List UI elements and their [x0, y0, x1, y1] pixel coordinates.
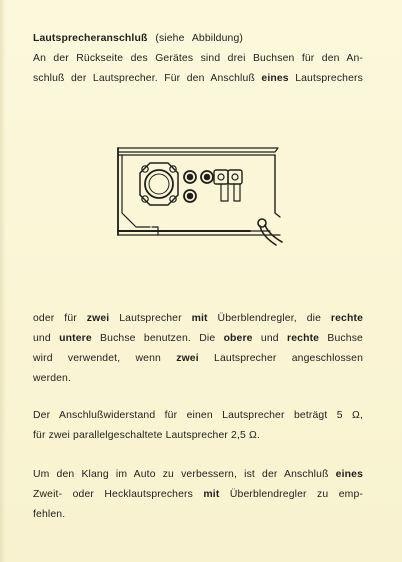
p2-emphasis: obere: [223, 333, 253, 344]
p2-emphasis: rechte: [287, 333, 320, 344]
p2-text: und: [252, 333, 288, 344]
p4-text: Zweit- oder Hecklautsprechers: [33, 489, 204, 500]
p2-emphasis: untere: [59, 333, 92, 344]
p4-text: Um den Klang im Auto zu verbessern, ist der Anschluß: [33, 469, 336, 480]
p2-text: und: [33, 333, 60, 344]
p4-text: Überblendregler zu emp-: [219, 489, 364, 500]
intro-heading-line: [33, 29, 363, 49]
p2-line-4: werden.: [33, 373, 72, 384]
p2-emphasis: rechte: [330, 313, 364, 324]
p4-line-1: [33, 465, 363, 485]
p2-line-2: [33, 329, 363, 349]
intro-text: Lautsprechers: [288, 73, 363, 84]
p2-text: wird verwendet, wenn: [33, 353, 177, 364]
p2-text: Buchse benutzen. Die: [91, 333, 224, 344]
section-note: (siehe Abbildung): [155, 33, 243, 44]
p4-line-3: fehlen.: [33, 509, 66, 520]
p3-line-2: für zwei parallelgeschaltete Lautsprecher 2,5 Ω.: [33, 430, 260, 441]
p4-emphasis: eines: [335, 469, 363, 480]
p4-emphasis: mit: [203, 489, 220, 500]
section-title: Lautsprecheranschluß: [33, 33, 148, 44]
p4-line-2: [33, 485, 363, 505]
p2-emphasis: zwei: [86, 313, 110, 324]
p3-line-1: Der Anschlußwiderstand für einen Lautsprecher beträgt 5 Ω,: [33, 410, 363, 421]
p2-line-3: [33, 349, 363, 369]
p2-emphasis: mit: [191, 313, 208, 324]
page-edge-shadow: [0, 0, 6, 562]
paragraph-two-speakers: [33, 309, 363, 389]
p2-text: Buchse: [319, 333, 363, 344]
p2-line-1: [33, 309, 363, 329]
p2-text: oder für: [33, 313, 87, 324]
paragraph-car-sound: [33, 465, 363, 525]
p2-text: Überblendregler, die: [207, 313, 331, 324]
rear-panel-diagram: [110, 143, 292, 248]
p2-text: Lautsprecher: [109, 313, 192, 324]
intro-emphasis: eines: [261, 73, 289, 84]
intro-line-2: [33, 69, 363, 89]
paragraph-resistance: [33, 406, 363, 446]
section-heading-paragraph: [33, 29, 363, 89]
p2-emphasis: zwei: [176, 353, 199, 364]
p2-text: Lautsprecher angeschlossen: [198, 353, 364, 364]
intro-text: schluß der Lautsprecher. Für den Anschluß: [33, 73, 262, 84]
intro-line-1: An der Rückseite des Gerätes sind drei Buchsen für den An-: [33, 53, 363, 64]
